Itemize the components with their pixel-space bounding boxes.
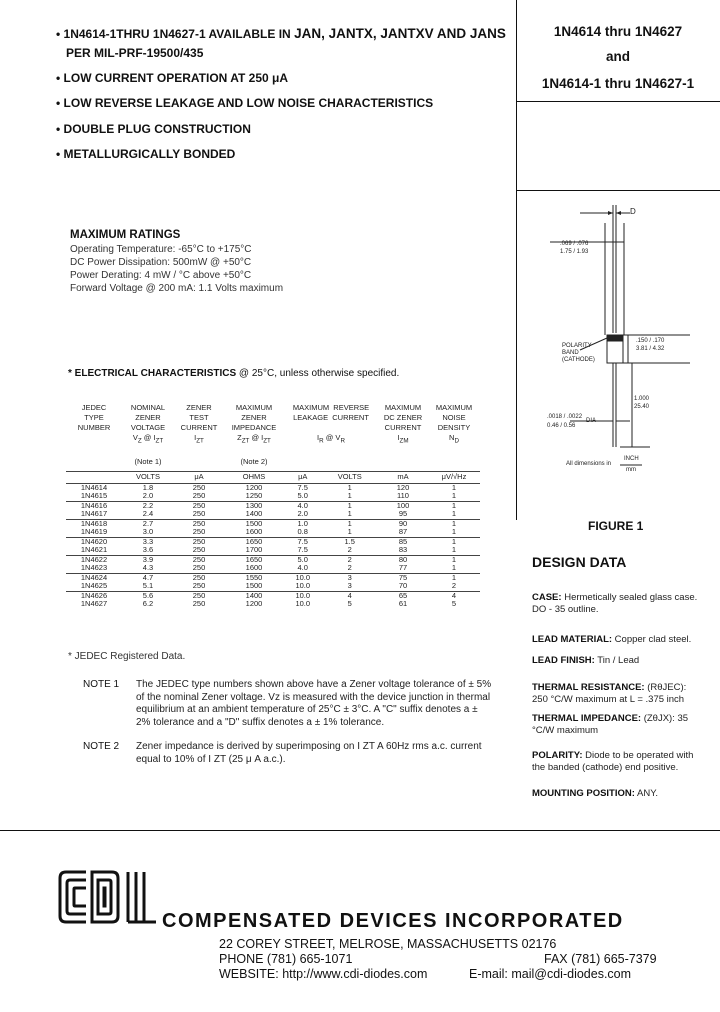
table-cell: 1 <box>428 537 480 546</box>
table-row <box>66 573 480 582</box>
table-cell: 1600 <box>245 527 263 536</box>
table-cell: 1.5 <box>321 537 378 546</box>
table-cell: 7.5 <box>297 482 308 492</box>
table-row <box>66 600 480 609</box>
table-row <box>66 591 480 600</box>
note-2-label: NOTE 2 <box>83 741 120 752</box>
table-cell: 1200 <box>245 599 263 608</box>
table-cell: 1N4619 <box>80 527 108 536</box>
table-cell: 1 <box>451 563 457 572</box>
elec-char-heading: * ELECTRICAL CHARACTERISTICS @ 25°C, unless otherwise specified. <box>68 368 400 379</box>
note-1-text: The JEDEC type numbers shown above have a Zener voltage tolerance of ± 5% of the nominal Zener voltage. Vz is measured with the device junction in thermal equilibrium at an ambient temperature of 25°C ± 3°C. A "C" suffix denotes a ± 2% tolerance and a "D" suffix denotes a ± 1% tolerance. <box>136 679 492 728</box>
max-rating-line: Forward Voltage @ 200 mA: 1.1 Volts maximum <box>70 283 284 294</box>
table-cell: 85 <box>378 537 428 546</box>
col-header-ir: MAXIMUM REVERSE LEAKAGE CURRENT $I_R$ @ $V_R$ <box>292 403 370 445</box>
table-cell: 250 <box>192 491 206 500</box>
table-cell: 1 <box>451 545 457 554</box>
max-rating-line: Power Derating: 4 mW / °C above +50°C <box>70 270 252 281</box>
dim-dia-label: DIA <box>586 418 597 424</box>
table-cell: 1N4627 <box>80 599 108 608</box>
feature-4: • DOUBLE PLUG CONSTRUCTION <box>56 122 251 136</box>
table-cell: 250 <box>174 537 224 546</box>
table-cell: 10.0 <box>295 599 311 608</box>
company-fax: FAX (781) 665-7379 <box>544 952 657 966</box>
table-cell: 1.0 <box>284 519 321 528</box>
table-cell: 1550 <box>224 573 284 582</box>
table-cell: 2.0 <box>297 509 308 518</box>
dim-polarity: POLARITY BAND (CATHODE) <box>562 343 595 363</box>
table-row <box>66 555 480 564</box>
table-cell: 4 <box>321 591 378 600</box>
feature-1b: PER MIL-PRF-19500/435 <box>66 46 204 60</box>
company-address: 22 COREY STREET, MELROSE, MASSACHUSETTS 02176 <box>219 937 557 951</box>
cdi-logo <box>56 866 160 928</box>
diode-outline-drawing <box>520 195 720 480</box>
table-cell: 250 <box>192 482 206 492</box>
table-cell: 2 <box>321 555 378 564</box>
table-cell: 2.2 <box>122 501 174 510</box>
table-cell: 77 <box>398 563 408 572</box>
dim-wire-in: .0018 / .0022 <box>547 414 583 420</box>
design-item-thermal-impedance: THERMAL IMPEDANCE: (ZθJX): 35 °C/W maximum <box>532 713 689 736</box>
table-cell: 90 <box>378 519 428 528</box>
electrical-table <box>66 403 480 609</box>
max-ratings-heading: MAXIMUM RATINGS <box>70 229 181 241</box>
table-cell: 4.0 <box>297 563 308 572</box>
table-row <box>66 501 480 510</box>
feature-2: • LOW CURRENT OPERATION AT 250 μA <box>56 71 289 85</box>
table-cell: 250 <box>192 545 206 554</box>
table-cell: 3.0 <box>142 527 154 536</box>
table-cell: 75 <box>378 573 428 582</box>
table-cell: 250 <box>192 527 206 536</box>
table-cell: 1 <box>428 501 480 510</box>
jedec-note: * JEDEC Registered Data. <box>68 651 186 662</box>
table-cell: 95 <box>398 509 408 518</box>
table-cell: 1N4620 <box>66 537 122 546</box>
table-cell: 5.1 <box>142 581 154 590</box>
col-header-jedec: JEDEC TYPE NUMBER <box>77 403 111 432</box>
table-cell: 1 <box>347 527 352 536</box>
table-cell: 1650 <box>224 555 284 564</box>
col-header-zzt: MAXIMUM ZENER IMPEDANCE $Z_{ZT}$ @ $I_{ZT}$ (Note 2) <box>231 403 277 466</box>
col-header-vz: NOMINAL ZENER VOLTAGE $V_Z$ @ $I_{ZT}$ (Note 1) <box>130 403 166 466</box>
table-cell: 5 <box>451 599 457 608</box>
table-cell: 1N4625 <box>80 581 108 590</box>
table-cell: 1 <box>451 491 457 500</box>
table-cell: 1 <box>347 509 352 518</box>
table-cell: 4.7 <box>122 573 174 582</box>
table-cell: 1500 <box>224 519 284 528</box>
table-cell: 3 <box>321 573 378 582</box>
note-2-text: Zener impedance is derived by superimposing on I ZT A 60Hz rms a.c. current equal to 10% of I ZT (25 μ A a.c.). <box>136 741 482 765</box>
table-cell: 6.2 <box>142 599 154 608</box>
table-cell: 250 <box>174 591 224 600</box>
table-cell: 0.8 <box>297 527 308 536</box>
table-cell: 3.6 <box>142 545 154 554</box>
table-cell: 70 <box>398 581 408 590</box>
table-cell: 1N4623 <box>80 563 108 572</box>
table-cell: 250 <box>174 501 224 510</box>
table-cell: 80 <box>378 555 428 564</box>
table-cell: 250 <box>174 519 224 528</box>
table-cell: 3.3 <box>122 537 174 546</box>
company-email[interactable]: E-mail: mail@cdi-diodes.com <box>469 967 632 981</box>
table-cell: 4.0 <box>284 501 321 510</box>
table-row <box>66 510 480 519</box>
feature-1: • 1N4614-1THRU 1N4627-1 AVAILABLE IN JAN, JANTX, JANTXV AND JANS <box>56 26 506 41</box>
table-cell: 250 <box>192 563 206 572</box>
table-cell: 1700 <box>245 545 263 554</box>
table-cell: 4.3 <box>142 563 154 572</box>
part-title-line1: 1N4614 thru 1N4627 <box>553 24 683 39</box>
table-cell: 1 <box>321 519 378 528</box>
part-title-line2: and <box>605 49 630 64</box>
table-cell: 1N4616 <box>66 501 122 510</box>
table-cell: 10.0 <box>284 591 321 600</box>
table-cell: 7.5 <box>297 545 308 554</box>
table-cell: 1N4622 <box>66 555 122 564</box>
column-divider <box>516 0 517 520</box>
company-name: COMPENSATED DEVICES INCORPORATED <box>162 910 624 932</box>
table-cell: 1300 <box>224 501 284 510</box>
table-cell: 120 <box>396 482 410 492</box>
table-cell: 87 <box>398 527 408 536</box>
dim-wire-mm: 0.46 / 0.56 <box>547 423 576 429</box>
table-cell: 1N4624 <box>66 573 122 582</box>
table-cell: 1 <box>428 555 480 564</box>
table-cell: 2 <box>347 563 352 572</box>
company-website[interactable]: WEBSITE: http://www.cdi-diodes.com <box>219 967 428 981</box>
table-cell: 10.0 <box>284 573 321 582</box>
table-cell: 250 <box>192 599 206 608</box>
table-cell: 1 <box>428 573 480 582</box>
table-cell: 1 <box>451 482 457 492</box>
footer-divider <box>0 830 720 831</box>
dim-unit-inch: INCH <box>624 456 639 462</box>
table-cell: 1N4626 <box>66 591 122 600</box>
dim-lead-len-in: 1.000 <box>634 396 650 402</box>
dim-units-note: All dimensions in <box>566 461 612 467</box>
table-cell: 5.6 <box>122 591 174 600</box>
table-row <box>66 564 480 573</box>
table-cell: 5.0 <box>297 491 308 500</box>
table-cell: 2.4 <box>142 509 154 518</box>
table-cell: 1 <box>347 491 352 500</box>
dim-lead-len-mm: 25.40 <box>634 404 650 410</box>
design-data-heading: DESIGN DATA <box>532 554 627 570</box>
dim-body-len-mm: 3.81 / 4.32 <box>636 346 665 352</box>
table-cell: 2 <box>347 545 352 554</box>
units-row: VOLTS μA OHMS μA VOLTS mA μV/√Hz <box>66 471 480 483</box>
table-cell: 1600 <box>245 563 263 572</box>
table-row <box>66 483 480 492</box>
table-cell: 1400 <box>224 591 284 600</box>
table-cell: 5 <box>347 599 352 608</box>
dim-unit-mm: mm <box>626 467 636 473</box>
design-item-polarity: POLARITY: Diode to be operated with the banded (cathode) end positive. <box>532 750 694 773</box>
table-cell: 1400 <box>245 509 263 518</box>
figure-caption: FIGURE 1 <box>588 519 644 533</box>
table-cell: 250 <box>192 581 206 590</box>
table-cell: 250 <box>174 555 224 564</box>
table-row <box>66 528 480 537</box>
dim-body-dia-in: .069 / .076 <box>560 241 589 247</box>
table-cell: 1N4618 <box>66 519 122 528</box>
header-divider <box>516 101 720 102</box>
table-cell: 1 <box>428 519 480 528</box>
table-cell: 110 <box>397 491 409 500</box>
col-header-izm: MAXIMUM DC ZENER CURRENT $I_{ZM}$ <box>383 403 423 445</box>
table-cell: 65 <box>378 591 428 600</box>
table-cell: 4 <box>428 591 480 600</box>
table-row <box>66 582 480 591</box>
table-cell: 1500 <box>245 581 263 590</box>
max-rating-line: Operating Temperature: -65°C to +175°C <box>70 244 252 255</box>
company-phone: PHONE (781) 665-1071 <box>219 952 353 966</box>
col-header-nd: MAXIMUM NOISE DENSITY $N_D$ <box>435 403 473 445</box>
table-cell: 250 <box>192 509 206 518</box>
table-cell: 3 <box>347 581 352 590</box>
table-cell: 1N4617 <box>80 509 108 518</box>
table-cell: 83 <box>398 545 408 554</box>
table-cell: 1N4621 <box>80 545 108 554</box>
table-cell: 3.9 <box>122 555 174 564</box>
feature-5: • METALLURGICALLY BONDED <box>56 147 236 161</box>
table-cell: 1 <box>347 482 352 492</box>
table-cell: 2.0 <box>142 491 154 500</box>
design-item-mounting: MOUNTING POSITION: ANY. <box>532 788 658 799</box>
table-cell: 2.7 <box>122 519 174 528</box>
part-title-line3: 1N4614-1 thru 1N4627-1 <box>541 76 695 91</box>
table-cell: 250 <box>174 573 224 582</box>
col-header-izt: ZENER TEST CURRENT $I_{ZT}$ <box>180 403 218 445</box>
max-rating-line: DC Power Dissipation: 500mW @ +50°C <box>70 257 252 268</box>
dim-lead-d: D <box>630 207 636 216</box>
table-cell: 61 <box>398 599 408 608</box>
table-cell: 5.0 <box>284 555 321 564</box>
feature-3: • LOW REVERSE LEAKAGE AND LOW NOISE CHARACTERISTICS <box>56 96 434 110</box>
table-header-row <box>66 403 480 467</box>
table-cell: 1N4615 <box>80 491 108 500</box>
table-cell: 1.8 <box>142 482 154 492</box>
table-cell: 1650 <box>224 537 284 546</box>
table-cell: 2 <box>451 581 457 590</box>
note-1-label: NOTE 1 <box>83 679 120 690</box>
table-cell: 1 <box>451 527 457 536</box>
table-cell: 1 <box>451 509 457 518</box>
design-item-thermal-resistance: THERMAL RESISTANCE: (RθJEC): 250 °C/W maximum at L = .375 inch <box>532 682 687 705</box>
table-cell: 1 <box>321 501 378 510</box>
design-item-lead-material: LEAD MATERIAL: Copper clad steel. <box>532 634 692 645</box>
table-cell: 1200 <box>245 482 263 492</box>
dim-body-len-in: .150 / .170 <box>636 338 665 344</box>
table-cell: 1250 <box>245 491 263 500</box>
design-item-lead-finish: LEAD FINISH: Tin / Lead <box>532 655 640 666</box>
table-row <box>66 519 480 528</box>
table-cell: 10.0 <box>295 581 311 590</box>
table-cell: 7.5 <box>284 537 321 546</box>
table-row <box>66 546 480 555</box>
table-cell: 1N4614 <box>80 482 108 492</box>
table-row <box>66 537 480 546</box>
dim-body-dia-mm: 1.75 / 1.93 <box>560 249 589 255</box>
design-item-case: CASE: Hermetically sealed glass case. DO - 35 outline. <box>532 592 698 615</box>
table-cell: 100 <box>378 501 428 510</box>
table-row <box>66 492 480 501</box>
figure-top-divider <box>516 190 720 191</box>
